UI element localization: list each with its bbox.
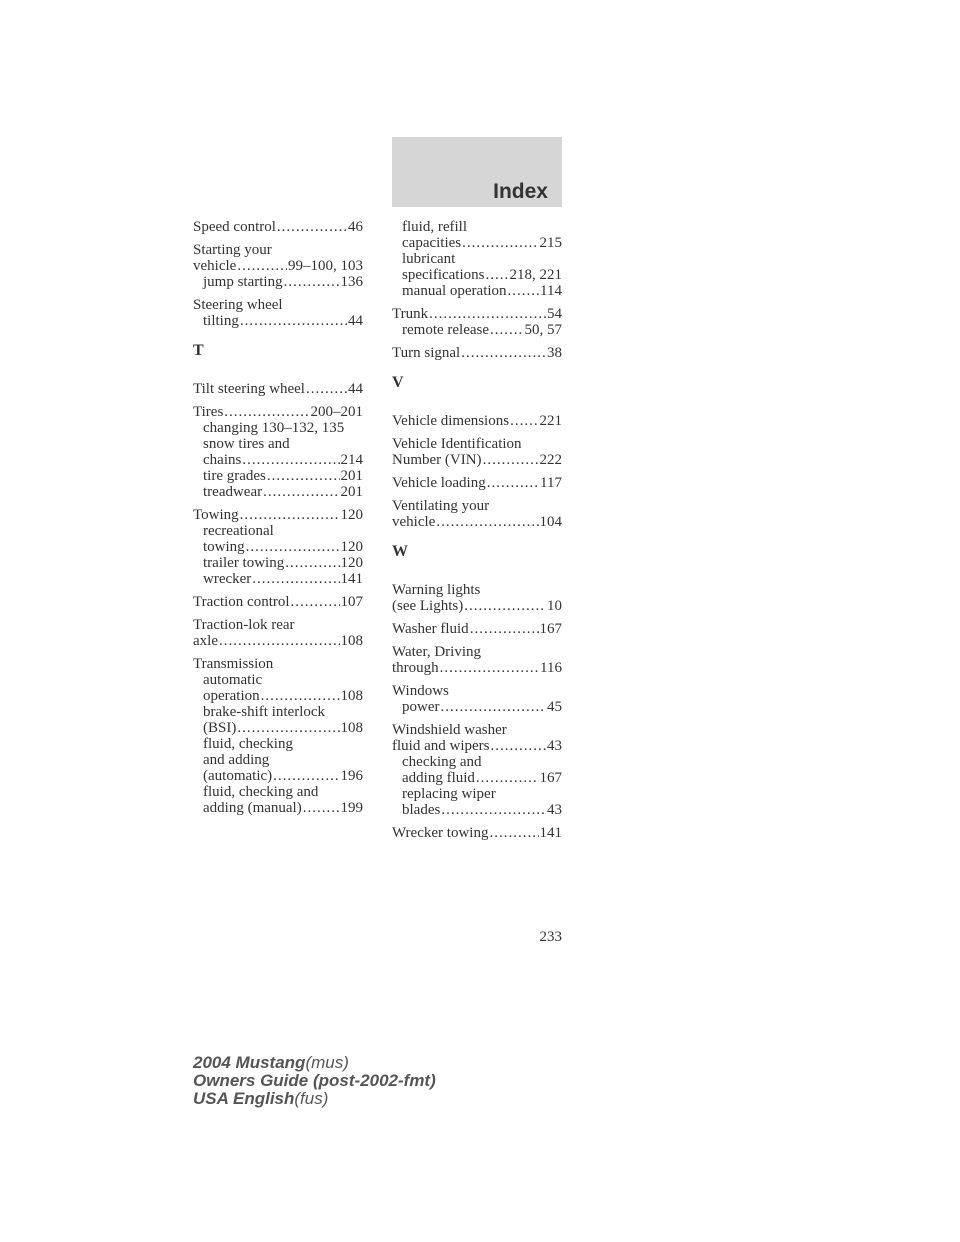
footer-language-code: (fus) xyxy=(294,1089,329,1108)
dot-leader xyxy=(284,274,340,290)
index-entry-line xyxy=(392,683,562,699)
index-entry-line xyxy=(392,722,562,738)
dot-leader xyxy=(291,594,340,610)
entry-text: fluid, refill xyxy=(402,219,467,235)
index-entry xyxy=(392,621,562,637)
entry-text: tilting xyxy=(203,313,239,329)
index-entry xyxy=(193,242,363,290)
entry-text: Wrecker towing xyxy=(392,825,489,841)
index-subentry-line xyxy=(193,523,363,539)
entry-text: axle xyxy=(193,633,218,649)
index-subentry-line xyxy=(193,468,363,484)
index-subentry-line xyxy=(193,571,363,587)
index-entry-line xyxy=(392,598,562,614)
index-subentry-line xyxy=(392,699,562,715)
entry-page-ref: 46 xyxy=(348,219,363,235)
entry-text: Transmission xyxy=(193,656,274,672)
index-subentry-line xyxy=(193,452,363,468)
index-entry xyxy=(392,306,562,338)
entry-page-ref: 201 xyxy=(340,468,363,484)
entry-page-ref: 141 xyxy=(539,825,562,841)
index-subentry-line xyxy=(193,688,363,704)
index-entry-line xyxy=(193,242,363,258)
entry-text: Windshield washer xyxy=(392,722,507,738)
entry-page-ref: 114 xyxy=(540,283,562,299)
entry-page-ref: 214 xyxy=(340,452,363,468)
index-entry-line xyxy=(392,413,562,429)
entry-page-ref: 167 xyxy=(539,770,562,786)
index-subentry-line xyxy=(193,555,363,571)
entry-page-ref: 120 xyxy=(340,555,363,571)
entry-page-ref: 104 xyxy=(539,514,562,530)
dot-leader xyxy=(462,235,538,251)
entry-page-ref: 196 xyxy=(340,768,363,784)
footer-guide: Owners Guide (post-2002-fmt) xyxy=(193,1071,436,1090)
index-entry-line xyxy=(392,738,562,754)
entry-page-ref: 200–201 xyxy=(310,404,363,420)
dot-leader xyxy=(436,514,538,530)
index-subentry-line xyxy=(392,786,562,802)
entry-text: changing 130–132, 135 xyxy=(203,420,345,436)
entry-page-ref: 215 xyxy=(539,235,562,251)
entry-text: automatic xyxy=(203,672,263,688)
entry-text: Vehicle Identification xyxy=(392,436,522,452)
index-entry-line xyxy=(392,498,562,514)
index-entry-line xyxy=(392,345,562,361)
entry-text: Ventilating your xyxy=(392,498,490,514)
dot-leader xyxy=(485,267,508,283)
entry-page-ref: 44 xyxy=(348,313,363,329)
index-subentry-line xyxy=(193,752,363,768)
index-entry xyxy=(193,617,363,649)
dot-leader xyxy=(237,720,339,736)
index-subentry-line xyxy=(392,219,562,235)
entry-page-ref: 108 xyxy=(340,720,363,736)
dot-leader xyxy=(461,345,546,361)
entry-text: checking and xyxy=(402,754,482,770)
entry-page-ref: 199 xyxy=(340,800,363,816)
section-header xyxy=(392,137,562,207)
entry-text: recreational xyxy=(203,523,274,539)
entry-page-ref: 218, 221 xyxy=(509,267,562,283)
entry-text: adding (manual) xyxy=(203,800,302,816)
index-entry-line xyxy=(193,507,363,523)
entry-text: Starting your xyxy=(193,242,272,258)
index-subentry-line xyxy=(392,283,562,299)
entry-text: adding fluid xyxy=(402,770,475,786)
dot-leader xyxy=(240,507,340,523)
index-entry xyxy=(193,297,363,329)
entry-text: tire grades xyxy=(203,468,266,484)
entry-page-ref: 221 xyxy=(539,413,562,429)
index-subentry-line xyxy=(193,800,363,816)
index-subentry-line xyxy=(193,768,363,784)
entry-text: Traction control xyxy=(193,594,290,610)
index-entry-line xyxy=(193,617,363,633)
entry-text: fluid, checking xyxy=(203,736,293,752)
dot-leader xyxy=(267,468,340,484)
dot-leader xyxy=(273,768,339,784)
entry-text: blades xyxy=(402,802,441,818)
index-entry xyxy=(392,722,562,818)
entry-text: manual operation xyxy=(402,283,507,299)
dot-leader xyxy=(261,688,340,704)
dot-leader xyxy=(219,633,340,649)
index-entry xyxy=(392,345,562,361)
entry-text: Speed control xyxy=(193,219,276,235)
entry-text: power xyxy=(402,699,440,715)
entry-text: Warning lights xyxy=(392,582,481,598)
dot-leader xyxy=(440,660,539,676)
footer-line-2 xyxy=(193,1072,436,1090)
index-entry xyxy=(193,404,363,500)
entry-text: Number (VIN) xyxy=(392,452,482,468)
entry-page-ref: 167 xyxy=(539,621,562,637)
entry-text: replacing wiper xyxy=(402,786,496,802)
footer-language: USA English xyxy=(193,1089,295,1108)
entry-text: treadwear xyxy=(203,484,263,500)
entry-text: and adding xyxy=(203,752,270,768)
entry-page-ref: 38 xyxy=(547,345,562,361)
entry-text: Traction-lok rear xyxy=(193,617,295,633)
index-entry xyxy=(392,582,562,614)
dot-leader xyxy=(285,555,339,571)
index-entry xyxy=(193,656,363,816)
entry-text: (BSI) xyxy=(203,720,237,736)
index-subentry-line xyxy=(193,720,363,736)
dot-leader xyxy=(483,452,539,468)
index-subentry-line xyxy=(193,274,363,290)
index-subentry-line xyxy=(193,539,363,555)
entry-text: remote release xyxy=(402,322,490,338)
index-entry-line xyxy=(392,436,562,452)
dot-leader xyxy=(487,475,539,491)
footer-line-3 xyxy=(193,1090,436,1108)
entry-text: snow tires and xyxy=(203,436,290,452)
entry-text: specifications xyxy=(402,267,485,283)
footer-model: 2004 Mustang xyxy=(193,1053,306,1072)
entry-text: jump starting xyxy=(203,274,283,290)
index-subentry-line xyxy=(193,784,363,800)
entry-page-ref: 10 xyxy=(547,598,562,614)
entry-text: Vehicle dimensions xyxy=(392,413,510,429)
entry-text: Windows xyxy=(392,683,449,699)
entry-text: Turn signal xyxy=(392,345,461,361)
dot-leader xyxy=(441,802,546,818)
entry-text: Water, Driving xyxy=(392,644,481,660)
index-entry xyxy=(193,594,363,610)
entry-text: Tires xyxy=(193,404,224,420)
index-subentry-line xyxy=(193,313,363,329)
entry-page-ref: 120 xyxy=(340,507,363,523)
entry-page-ref: 45 xyxy=(547,699,562,715)
index-subentry-line xyxy=(392,770,562,786)
entry-text: lubricant xyxy=(402,251,456,267)
entry-page-ref: 117 xyxy=(540,475,562,491)
entry-page-ref: 43 xyxy=(547,802,562,818)
entry-page-ref: 136 xyxy=(340,274,363,290)
dot-leader xyxy=(470,621,539,637)
dot-leader xyxy=(490,322,523,338)
entry-text: Vehicle loading xyxy=(392,475,486,491)
entry-text: vehicle xyxy=(392,514,436,530)
index-entry xyxy=(193,219,363,235)
entry-text: (see Lights) xyxy=(392,598,464,614)
index-subentry-line xyxy=(392,235,562,251)
index-entry-line xyxy=(193,297,363,313)
index-entry-line xyxy=(193,404,363,420)
entry-page-ref: 201 xyxy=(340,484,363,500)
index-entry-line xyxy=(392,825,562,841)
dot-leader xyxy=(306,381,347,397)
index-subentry-line xyxy=(193,436,363,452)
dot-leader xyxy=(303,800,340,816)
index-entry xyxy=(392,644,562,676)
dot-leader xyxy=(508,283,540,299)
entry-text: Washer fluid xyxy=(392,621,469,637)
entry-page-ref: 54 xyxy=(547,306,562,322)
dot-leader xyxy=(476,770,539,786)
entry-text: through xyxy=(392,660,439,676)
footer-line-1 xyxy=(193,1054,436,1072)
dot-leader xyxy=(237,258,287,274)
entry-page-ref: 141 xyxy=(340,571,363,587)
index-letter-heading: T xyxy=(193,342,204,359)
entry-text: (automatic) xyxy=(203,768,273,784)
dot-leader xyxy=(224,404,309,420)
index-subentry-line xyxy=(193,420,363,436)
document-footer xyxy=(193,1054,436,1108)
entry-text: brake-shift interlock xyxy=(203,704,326,720)
entry-text: Steering wheel xyxy=(193,297,283,313)
index-entry xyxy=(392,475,562,491)
index-entry-line xyxy=(392,306,562,322)
footer-model-code: (mus) xyxy=(305,1053,349,1072)
index-entry-line xyxy=(193,219,363,235)
index-entry-line xyxy=(392,660,562,676)
index-subentry-line xyxy=(392,802,562,818)
section-title: Index xyxy=(493,180,548,203)
index-entry-line xyxy=(392,514,562,530)
dot-leader xyxy=(464,598,546,614)
index-entry xyxy=(193,381,363,397)
index-subentry-line xyxy=(392,267,562,283)
entry-page-ref: 44 xyxy=(348,381,363,397)
dot-leader xyxy=(489,825,538,841)
entry-page-ref: 108 xyxy=(340,688,363,704)
entry-text: Trunk xyxy=(392,306,429,322)
index-letter-heading: V xyxy=(392,374,404,391)
dot-leader xyxy=(252,571,339,587)
index-subentry-line xyxy=(193,704,363,720)
dot-leader xyxy=(490,738,546,754)
entry-page-ref: 43 xyxy=(547,738,562,754)
entry-text: vehicle xyxy=(193,258,237,274)
entry-text: chains xyxy=(203,452,242,468)
index-subentry-line xyxy=(193,484,363,500)
index-entry-line xyxy=(392,621,562,637)
index-subentry-line xyxy=(392,322,562,338)
index-entry-line xyxy=(193,594,363,610)
entry-text: fluid and wipers xyxy=(392,738,490,754)
entry-page-ref: 50, 57 xyxy=(524,322,562,338)
dot-leader xyxy=(510,413,538,429)
index-column-right xyxy=(392,219,562,848)
index-entry-line xyxy=(193,656,363,672)
dot-leader xyxy=(277,219,347,235)
index-subentry-line xyxy=(392,754,562,770)
index-entry xyxy=(392,413,562,429)
index-entry xyxy=(392,683,562,715)
entry-page-ref: 108 xyxy=(340,633,363,649)
entry-text: trailer towing xyxy=(203,555,285,571)
page-number: 233 xyxy=(539,929,562,945)
index-entry xyxy=(392,498,562,530)
entry-text: wrecker xyxy=(203,571,252,587)
entry-page-ref: 116 xyxy=(540,660,562,676)
entry-text: fluid, checking and xyxy=(203,784,319,800)
entry-page-ref: 120 xyxy=(340,539,363,555)
entry-text: Tilt steering wheel xyxy=(193,381,305,397)
index-letter-heading: W xyxy=(392,543,408,560)
entry-text: towing xyxy=(203,539,245,555)
index-entry xyxy=(392,219,562,299)
index-entry xyxy=(392,825,562,841)
index-entry-line xyxy=(392,582,562,598)
dot-leader xyxy=(246,539,340,555)
entry-page-ref: 107 xyxy=(340,594,363,610)
entry-text: operation xyxy=(203,688,260,704)
index-entry-line xyxy=(392,452,562,468)
index-entry-line xyxy=(392,475,562,491)
index-entry xyxy=(392,436,562,468)
index-entry-line xyxy=(193,633,363,649)
index-subentry-line xyxy=(392,251,562,267)
index-entry-line xyxy=(392,644,562,660)
entry-text: Towing xyxy=(193,507,239,523)
index-subentry-line xyxy=(193,672,363,688)
index-column-left xyxy=(193,219,363,823)
dot-leader xyxy=(429,306,546,322)
index-entry-line xyxy=(193,381,363,397)
index-entry-line xyxy=(193,258,363,274)
entry-page-ref: 99–100, 103 xyxy=(288,258,363,274)
dot-leader xyxy=(441,699,547,715)
index-entry xyxy=(193,507,363,587)
index-subentry-line xyxy=(193,736,363,752)
entry-page-ref: 222 xyxy=(539,452,562,468)
dot-leader xyxy=(242,452,339,468)
dot-leader xyxy=(263,484,339,500)
dot-leader xyxy=(240,313,347,329)
entry-text: capacities xyxy=(402,235,462,251)
